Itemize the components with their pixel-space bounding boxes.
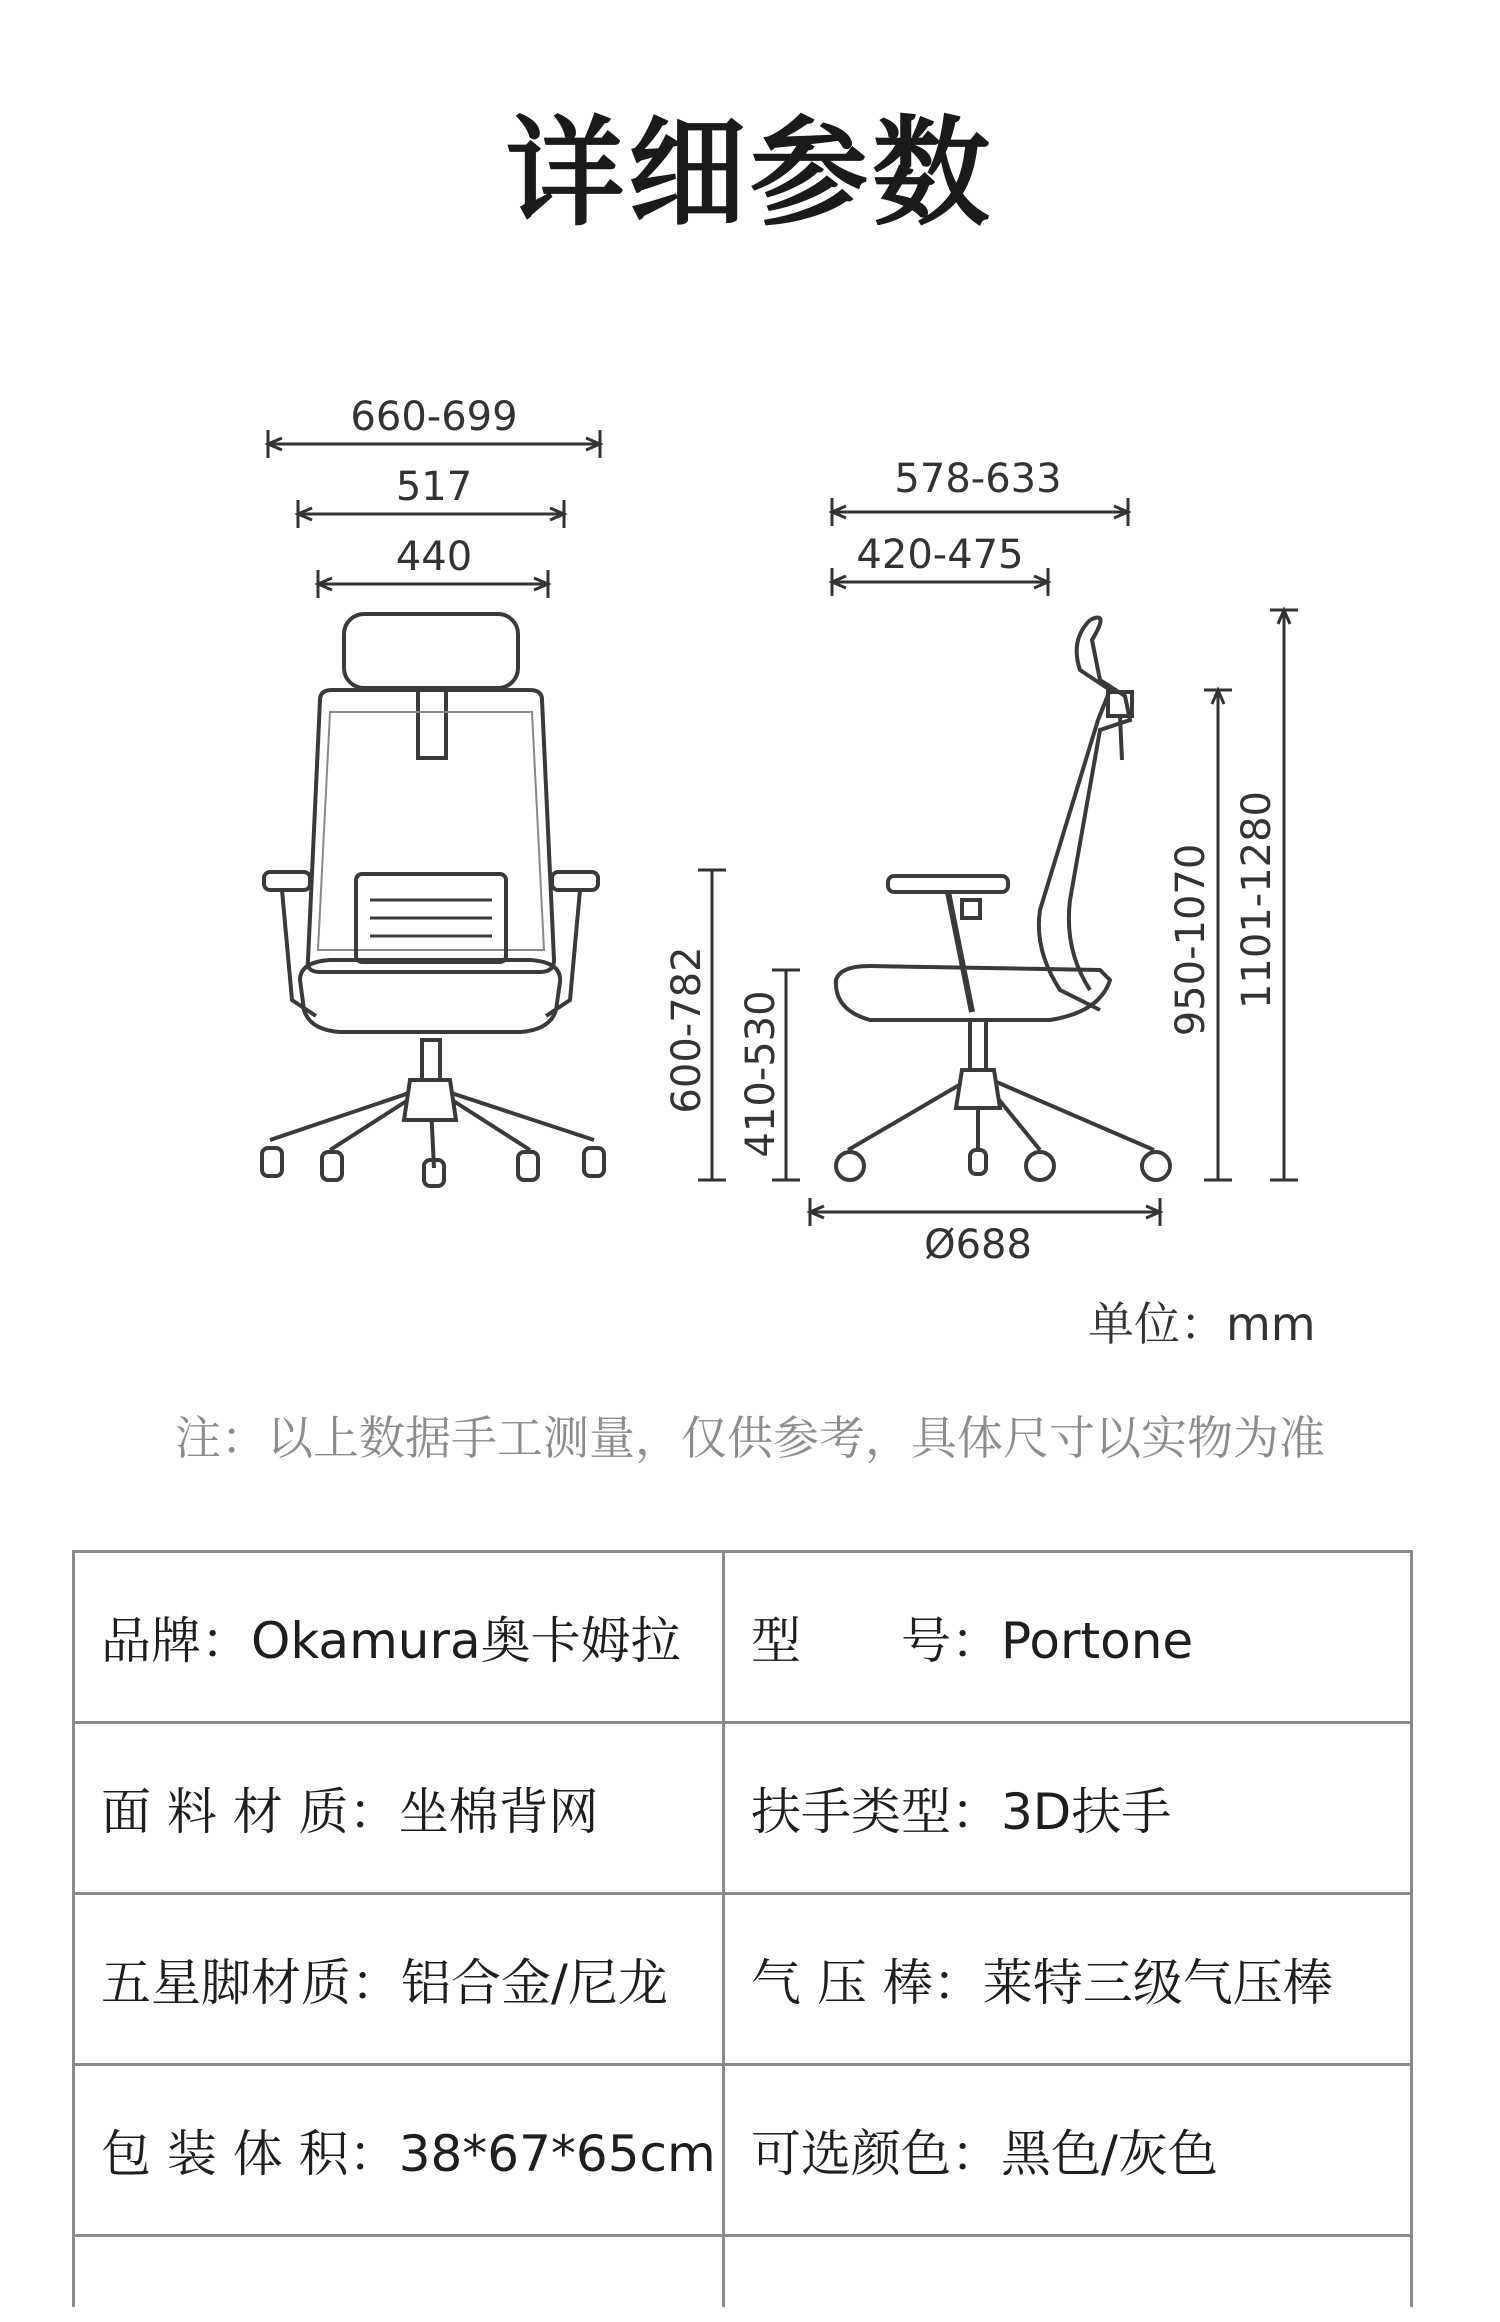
spec-label: 气 压 棒： xyxy=(751,1954,983,2012)
chair-front-view xyxy=(262,614,604,1186)
dim-side-depth-outer: 578-633 xyxy=(894,456,1062,502)
spec-label: 扶手类型： xyxy=(751,1783,1001,1841)
spec-value: Okamura奥卡姆拉 xyxy=(251,1612,681,1670)
spec-cell-base xyxy=(74,1894,724,2065)
unit-label: 单位：mm xyxy=(1088,1297,1316,1351)
dim-side-depth-inner: 420-475 xyxy=(856,532,1024,578)
dim-front-height-seat: 410-530 xyxy=(738,990,784,1158)
chair-side-view xyxy=(836,618,1170,1181)
spec-label: 面 料 材 质： xyxy=(101,1783,399,1841)
spec-value: 黑色/灰色 xyxy=(1001,2125,1218,2183)
spec-label: 品牌： xyxy=(101,1612,251,1670)
spec-value: 38*67*65cm xyxy=(398,2125,716,2183)
spec-value: 铝合金/尼龙 xyxy=(401,1954,668,2012)
spec-label: 五星脚材质： xyxy=(101,1954,401,2012)
dim-front-width-outer: 660-699 xyxy=(350,394,518,440)
spec-cell-model xyxy=(724,1552,1412,1723)
page-title: 详细参数 xyxy=(505,104,994,242)
spec-cell-color xyxy=(724,2065,1412,2236)
spec-row xyxy=(74,1723,1412,1894)
spec-row-cutoff xyxy=(74,2236,1412,2308)
spec-value: Portone xyxy=(1001,1612,1194,1670)
spec-table xyxy=(72,1550,1413,2307)
spec-cell-fabric xyxy=(74,1723,724,1894)
dim-base-diameter: Ø688 xyxy=(924,1222,1032,1260)
dim-side-height-low: 950-1070 xyxy=(1168,843,1214,1037)
spec-value: 3D扶手 xyxy=(1001,1783,1172,1841)
spec-label: 包 装 体 积： xyxy=(101,2125,399,2183)
spec-label: 型 号： xyxy=(751,1612,1001,1670)
spec-cell-gas-lift xyxy=(724,1894,1412,2065)
spec-value: 坐棉背网 xyxy=(398,1783,599,1841)
spec-cell-armrest xyxy=(724,1723,1412,1894)
dim-front-height-armrest: 600-782 xyxy=(664,946,710,1114)
spec-row xyxy=(74,1552,1412,1723)
spec-cell-empty xyxy=(724,2236,1412,2308)
side-depth-line-outer xyxy=(832,498,1128,526)
spec-cell-package xyxy=(74,2065,724,2236)
spec-row xyxy=(74,2065,1412,2236)
spec-cell-empty xyxy=(74,2236,724,2308)
spec-label: 可选颜色： xyxy=(751,2125,1001,2183)
dim-side-height-high: 1101-1280 xyxy=(1234,790,1280,1010)
spec-cell-brand xyxy=(74,1552,724,1723)
dim-front-width-inner: 440 xyxy=(395,534,473,580)
spec-row xyxy=(74,1894,1412,2065)
dim-front-width-mid: 517 xyxy=(395,464,473,510)
spec-value: 莱特三级气压棒 xyxy=(982,1954,1333,2012)
measurement-note: 注：以上数据手工测量，仅供参考，具体尺寸以实物为准 xyxy=(175,1411,1325,1465)
